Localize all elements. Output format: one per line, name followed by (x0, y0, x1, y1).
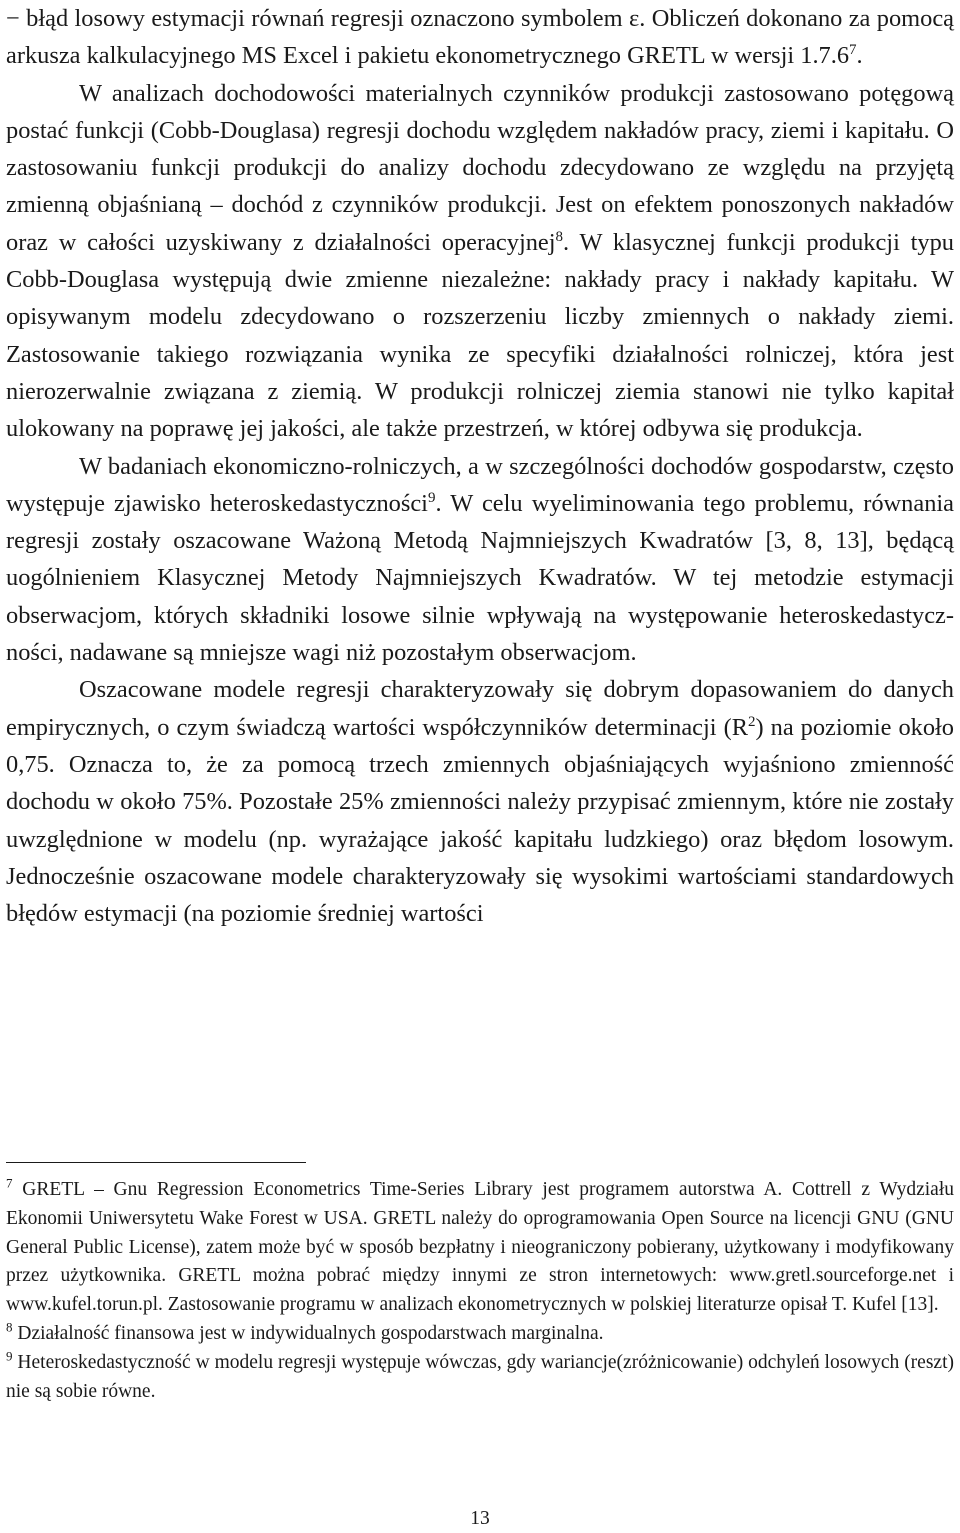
paragraph-text: W badaniach ekonomiczno-rolniczych, a w szczególności dochodów gospodarstw, często występuje zjawisko heteroskedastyczności (6, 452, 954, 517)
page-number: 13 (470, 1508, 490, 1529)
footnote-ref-8: 8 (555, 228, 564, 245)
paragraph-heteroskedasticity (6, 448, 954, 672)
paragraph-text: − błąd losowy estymacji równań regresji oznaczono symbolem ε. Obliczeń dokonano za pomocą arkusza kalkulacyjnego MS Excel i pakietu ekonometrycznego GRETL w wersji 1.7.6 (6, 5, 954, 70)
footnote-ref-7: 7 (849, 42, 857, 59)
footnote-ref-9: 9 (427, 489, 436, 506)
footnote-text: GRETL – Gnu Regression Econometrics Time-Series Library jest programem autorstwa A. Cottrell z Wydziału Ekonomii Uniwersytetu Wake Forest w USA. GRETL należy do oprogramowania Open Source na licencji GNU (GNU General Public License), zatem może być w sposób bezpłatny i nieograniczony pobierany, użytkowany i modyfikowany przez użytkownika. GRETL można pobrać między innymi ze stron internetowych: www.gretl.sourceforge.net i www.kufel.torun.pl. Zastosowanie programu w analizach ekonometrycznych w polskiej literaturze opisał T. Kufel [13]. (6, 1179, 954, 1316)
superscript-2: 2 (747, 713, 756, 730)
footnote-number: 7 (6, 1175, 13, 1191)
footnote-number: 8 (6, 1319, 13, 1335)
paragraph-text: . W celu wyeliminowania tego problemu, równania regresji zostały oszacowane Ważoną Metodą Najmniejszych Kwadratów [3, 8, 13], będącą uogólnieniem Klasycznej Metody Najmniejszych Kwadratów. W tej metodzie estymacji obserwacjom, których składniki losowe silnie wpływają na występowanie heteroskedastyczności, nadawane są mniejsze wagi niż pozostałym obserwacjom. (6, 489, 954, 667)
footnote-separator (6, 1162, 306, 1163)
footnote-text: Heteroskedastyczność w modelu regresji występuje wówczas, gdy wariancje(zróżnicowanie) odchyleń losowych (reszt) nie są sobie równe. (6, 1351, 954, 1402)
paragraph-text: W analizach dochodowości materialnych czynników produkcji zastosowano potęgową postać funkcji (Cobb-Douglasa) regresji dochodu względem nakładów pracy, ziemi i kapitału. O zastosowaniu funkcji produkcji do analizy dochodu zdecydowano ze względu na przyjętą zmienną objaśnianą – dochód z czynników produkcji. Jest on efektem ponoszonych nakładów oraz w całości uzyskiwany z działalności operacyjnej (6, 79, 954, 256)
paragraph-model-fit (6, 671, 954, 932)
paragraph-text: . W klasycznej funkcji produkcji typu Cobb-Douglasa występują dwie zmienne niezależne: nakłady pracy i nakłady kapitału. W opisywanym modelu zdecydowano o rozszerzeniu liczby zmiennych o nakłady ziemi. Zastosowanie takiego rozwiązania wynika ze specyfiki działalności rolniczej, która jest nierozerwalnie związana z ziemią. W produkcji rolniczej ziemia stanowi nie tylko kapitał ulokowany na poprawę jej jakości, ale także przestrzeń, w której odbywa się produkcja. (6, 228, 954, 443)
paragraph-text: . (856, 42, 863, 70)
paragraph-text: ) na poziomie około 0,75. Oznacza to, że za pomocą trzech zmiennych objaśniających wyjaśniono zmienność dochodu w około 75%. Pozostałe 25% zmienności należy przypisać zmiennym, które nie zostały uwzględnione w modelu (np. wyrażające jakość kapitału ludzkiego) oraz błędom losowym. Jednocześnie oszacowane modele charakteryzowały się wysokimi wartościami standardowych błędów estymacji (na poziomie średniej wartości (6, 713, 955, 928)
footnote-number: 9 (6, 1348, 13, 1364)
paragraph-text: Oszacowane modele regresji charakteryzowały się dobrym dopasowaniem do danych empirycznych, o czym świadczą wartości współczynników determinacji (R (6, 676, 954, 741)
footnote-8 (6, 1320, 954, 1349)
footnote-text: Działalność finansowa jest w indywidualnych gospodarstwach marginalna. (12, 1322, 604, 1344)
footnotes (6, 1176, 954, 1406)
footnote-7 (6, 1176, 954, 1320)
main-text (6, 0, 954, 932)
footnote-9 (6, 1349, 954, 1407)
paragraph-production-function (6, 75, 954, 448)
paragraph-equation-notes (6, 0, 954, 75)
